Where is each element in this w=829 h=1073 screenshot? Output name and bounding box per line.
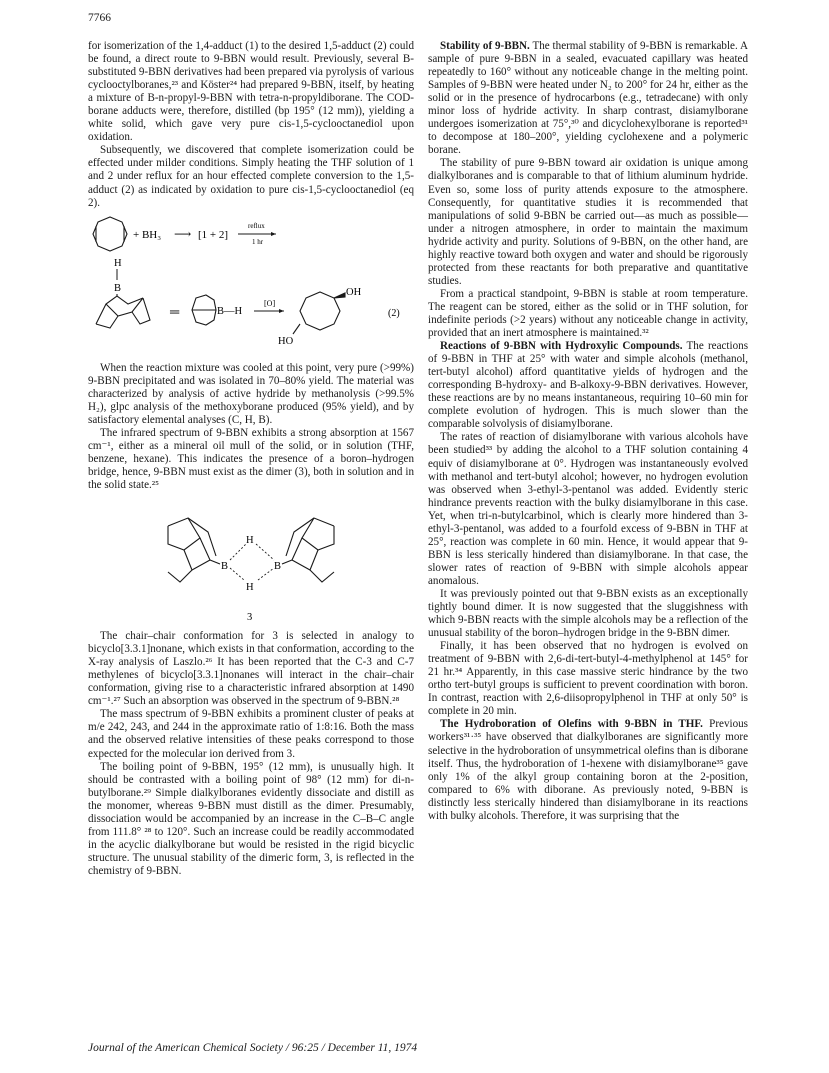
left-column (88, 40, 414, 878)
paragraph: From a practical standpoint, 9-BBN is stable at room temperature. The reagent can be stored, either as the solid or in THF solution, for indefinite periods (>2 years) without any noticeable change in activity, provided that an inert atmosphere is maintained.³² (428, 287, 748, 340)
paragraph (428, 340, 748, 431)
page-number: 7766 (88, 12, 111, 24)
cyclooctadiene-structure (93, 217, 127, 251)
bh3-label: + BH₃ (133, 228, 162, 241)
reflux-label: reflux (248, 221, 265, 230)
oxidation-label: [O] (264, 298, 276, 308)
cyclooctyl-boron-structure (192, 295, 216, 325)
mixture-label: [1 + 2] (198, 228, 229, 241)
bridge-hydrogen-top: H (246, 535, 254, 547)
bridge-hydrogen-bottom: H (246, 582, 254, 594)
arrow: ⟶ (174, 226, 192, 241)
paragraph: The infrared spectrum of 9-BBN exhibits a strong absorption at 1567 cm⁻¹, either as a mineral oil mull of the solid, or in solution (THF, benzene, hexane). This indicates the presence of a boron–hydrogen bridge, hence, 9-BBN must exist as the dimer (3), both in solution and in the solid state.²⁵ (88, 426, 414, 492)
time-label: 1 hr (252, 237, 264, 246)
boron-left-label: B (221, 561, 229, 573)
paragraph: Finally, it has been observed that no hydrogen is evolved on treatment of 9-BBN with 2,6-di-tert-butyl-4-methylphenol at 145° for 21 hr.³⁴ Apparently, in this case massive steric hindrance by the two ortho tert-butyl groups is sufficient to prevent coordination with boron. In contrast, reaction with 2,6-diisopropylphenol in THF at only 50° is complete in 20 min. (428, 640, 748, 718)
dimer-structure-figure (88, 498, 414, 626)
paragraph-text: The reactions of 9-BBN in THF at 25° with water and simple alcohols (methanol, tert-butyl alcohol) afford quantitative yields of hydrogen and the corresponding B-hydroxy- and B-alkoxy-9-BBN derivatives. However, these reactions are by no means instantaneous, requiring 10–60 min for complete evolution of hydrogen. This is much slower than the comparable solvolysis of disiamylborane. (428, 340, 749, 431)
dimer-structure (88, 498, 414, 626)
section-heading: The Hydroboration of Olefins with 9-BBN in THF. (440, 718, 703, 731)
right-column (428, 40, 748, 823)
paragraph: The boiling point of 9-BBN, 195° (12 mm), is unusually high. It should be contrasted with a boiling point of 98° (12 mm) for di-n-butylborane.²⁹ Simple dialkylboranes evidently dissociate and distill as the monomer, whereas 9-BBN must distill as the dimer. Presumably, dissociation would be accompanied by an increase in the C–B–C angle from 111.8° ²⁸ to 120°. Such an increase could be readily accommodated in the acyclic dialkylborane but would be resisted in the rigid bicyclic structure. The unusual stability of the dimeric form, 3, is reflected in the chemistry of 9-BBN. (88, 760, 414, 877)
hydroxyl-bottom-label: HO (278, 335, 294, 347)
hydrogen-label: H (114, 257, 122, 269)
cyclooctanediol-structure (293, 292, 345, 334)
paragraph: The chair–chair conformation for 3 is selected in analogy to bicyclo[3.3.1]nonane, which exists in that conformation, according to the X-ray analysis of Laszlo.²⁶ It has been reported that the C-3 and C-7 methylenes of bicyclo[3.3.1]nonanes will interact in the chair–chair conformation, giving rise to a characteristic infrared absorption at 1490 cm⁻¹.²⁷ Such an absorption was observed in the spectrum of 9-BBN.²⁸ (88, 630, 414, 708)
section-heading: Stability of 9-BBN. (440, 40, 530, 52)
paragraph: The stability of pure 9-BBN toward air oxidation is unique among dialkylboranes and is comparable to that of lithium aluminum hydride. Even so, some loss of purity attends exposure to the atmosphere. Consequently, for quantitative studies it is recommended that manipulations of solid 9-BBN be carried out—as much as possible—under a nitrogen atmosphere, in order to maintain the maximum hydride activity and purity. Solutions of 9-BBN, on the other hand, are highly reactive toward both oxygen and water and should be rigorously protected from these reactants for both preparative and quantitative studies. (428, 157, 748, 287)
paragraph-text: Previous workers³¹·³⁵ have observed that dialkylboranes are significantly more selective in the hydroboration of unsymmetrical olefins than is diborane itself. Thus, the hydroboration of 1-hexene with disiamylborane³⁵ gave only 1% of the alkyl group containing boron at the 2-position, compared to 6% with diborane. As previously noted, 9-BBN is distinctly less sterically hindered than disiamylborane in its reactions with bulky alcohols. Therefore, it was surprising that the (428, 718, 748, 822)
boron-label: B (114, 282, 122, 294)
paragraph: The rates of reaction of disiamylborane with various alcohols have been studied³³ by adding the alcohol to a THF solution containing 4 equiv of disiamylborane at 0°. Hydrogen was instantaneously evolved with methanol and tert-butyl alcohol; however, no hydrogen evolution was observed when 3-ethyl-3-pentanol was added. Evidently steric hindrance prevents reaction with the bulky disiamylborane in this case. Yet, when tri-n-butylcarbinol, which is clearly more hindered than 3-ethyl-3-pentanol, was added to a fourfold excess of 9-BBN in THF at 25°, reaction was complete in 60 min. Hence, it would appear that 9-BBN is less sterically hindered than disiamylborane. In that case, the slower rates of reaction of 9-BBN with simple alcohols appear anomalous. (428, 431, 748, 587)
paragraph: Subsequently, we discovered that complete isomerization could be effected under milder conditions. Simply heating the THF solution of 1 and 2 under reflux for an hour effected complete conversion to the 1,5-adduct (2) as indicated by oxidation to pure cis-1,5-cyclooctanediol (eq 2). (88, 144, 414, 209)
hydroxyl-top-label: OH (346, 286, 362, 298)
paragraph (428, 718, 748, 822)
paragraph-text: The thermal stability of 9-BBN is remarkable. A sample of pure 9-BBN in a sealed, evacuated capillary was heated repeatedly to 160° without any noticeable change in the melting point. Samples of 9-BBN were heated under N₂ to 200° for 24 hr, either as the solid or in the presence of hydrocarbons (e.g., tetradecane) with only minor loss of hydride activity. In sharp contrast, disiamylborane undergoes isomerization at 75°,³⁰ and dicyclohexylborane is reported³¹ to decompose at 180–200°, yielding cyclohexene and a polymeric borane. (428, 40, 748, 157)
reaction-scheme (88, 216, 414, 358)
equation-2-figure (88, 216, 414, 358)
boron-right-label: B (274, 561, 282, 573)
paragraph: for isomerization of the 1,4-adduct (1) to the desired 1,5-adduct (2) could be found, a direct route to 9-BBN would result. Previously, several B-substituted 9-BBN derivatives had been prepared via pyrolysis of various cyclooctylboranes,²³ and Köster²⁴ had prepared 9-BBN, itself, by heating a mixture of B-n-propyl-9-BBN with tetra-n-propyldiborane. The COD-borane adducts were, therefore, distilled (bp 195° (12 mm)), yielding a white solid, which gave very pure cis-1,5-cyclooctanediol upon oxidation. (88, 40, 414, 144)
compound-number: 3 (247, 612, 253, 624)
bicyclic-structure (96, 294, 150, 328)
paragraph: It was previously pointed out that 9-BBN exists as an exceptionally tightly bound dimer. It is now suggested that the sluggishness with which 9-BBN reacts with the simple alcohols may be a reflection of the unusual stability of the boron–hydrogen bridge in the 9-BBN dimer. (428, 587, 748, 640)
journal-footer: Journal of the American Chemical Society / 96:25 / December 11, 1974 (88, 1042, 418, 1054)
section-heading: Reactions of 9-BBN with Hydroxylic Compounds. (440, 340, 683, 353)
equation-number: (2) (388, 307, 400, 319)
paragraph (428, 40, 748, 157)
paragraph: The mass spectrum of 9-BBN exhibits a prominent cluster of peaks at m/e 242, 243, and 244 in the approximate ratio of 1:8:16. Both the mass and the observed relative intensities of these peaks correspond to those expected for the molecular ion derived from 3. (88, 708, 414, 760)
paragraph: When the reaction mixture was cooled at this point, very pure (>99%) 9-BBN precipitated and was isolated in 70–80% yield. The material was characterized by analysis of active hydride by methanolysis (>99.5% H₂), glpc analysis of the methoxyborane produced (95% yield), and by satisfactory elemental analyses (C, H, B). (88, 361, 414, 426)
bh-label: B—H (217, 305, 243, 317)
equivalence-sign: ═ (170, 303, 180, 319)
